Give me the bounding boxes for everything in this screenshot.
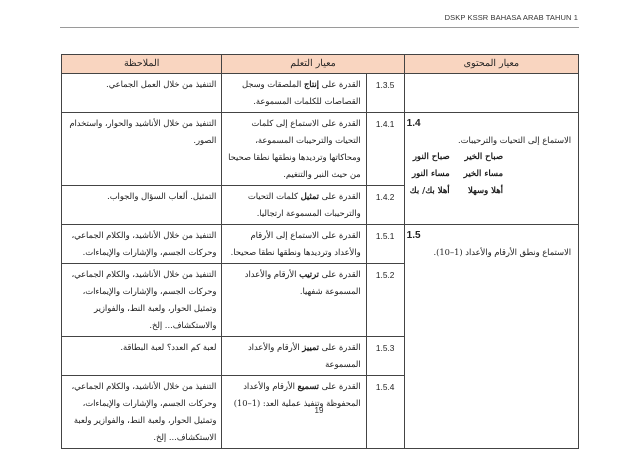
learning-standard-text — [222, 113, 366, 186]
content-standard-cell-empty — [404, 74, 578, 113]
lo-text-before: القدرة على — [318, 342, 361, 352]
greeting-item: مساء الخير — [463, 169, 504, 179]
learning-standard-code: 1.4.2 — [366, 186, 404, 225]
lo-keyword: تسميع — [297, 381, 319, 391]
learning-standards-table — [61, 54, 579, 449]
lo-text-before: القدرة على — [318, 191, 361, 201]
learning-standard-code: 1.4.1 — [366, 113, 404, 186]
content-standard-number: 1.5 — [406, 230, 421, 241]
learning-standard-text — [222, 225, 366, 264]
column-header-notes: الملاحظة — [62, 55, 222, 74]
note-text: التنفيذ من خلال الأناشيد، والكلام الجماعي، وحركات الجسم، والإشارات والإيماءات. — [62, 225, 222, 264]
table-row — [62, 225, 579, 264]
page-number: 19 — [314, 406, 324, 415]
content-standard-text: الاستماع إلى التحيات والترحيبات. — [458, 135, 571, 145]
greeting-item: صباح النور — [412, 152, 450, 162]
lo-keyword: إنتاج — [303, 79, 319, 89]
lo-text-before: القدرة على — [318, 79, 361, 89]
learning-standard-code: 1.3.5 — [366, 74, 404, 113]
learning-standard-code: 1.5.4 — [366, 376, 404, 449]
lo-text-after: الأرقام والأعداد المسموعة شفهيا. — [244, 269, 361, 296]
note-text: التنفيذ من خلال الأناشيد، والكلام الجماعي، وحركات الجسم، والإشارات والإيماءات، وتمثيل الحوار، ولعبة النط، والفوازير ولعبة الاستكشاف... إلخ. — [62, 376, 222, 449]
greeting-item: مساء النور — [411, 169, 450, 179]
lo-keyword: تمييز — [302, 342, 319, 352]
lo-text-after: الملصقات وسجل القصاصات للكلمات المسموعة. — [241, 79, 361, 106]
lo-keyword: تمثيل — [300, 191, 319, 201]
learning-standard-text — [222, 264, 366, 337]
greeting-item: صباح الخير — [464, 152, 504, 162]
document-header-title: DSKP KSSR BAHASA ARAB TAHUN 1 — [444, 13, 578, 22]
learning-standard-text — [222, 186, 366, 225]
note-text: التنفيذ من خلال العمل الجماعي. — [62, 74, 222, 113]
greetings-list — [410, 149, 571, 200]
learning-standard-text — [222, 337, 366, 376]
learning-standard-code: 1.5.3 — [366, 337, 404, 376]
lo-text-before: القدرة على — [318, 269, 361, 279]
learning-standard-code: 1.5.1 — [366, 225, 404, 264]
note-text: التنفيذ من خلال الأناشيد والحوار، واستخدام الصور. — [62, 113, 222, 186]
greeting-item: أهلا بك/ بك — [409, 186, 450, 196]
note-text: التنفيذ من خلال الأناشيد، والكلام الجماعي، وحركات الجسم، والإشارات والإيماءات، وتمثيل الحوار، ولعبة النط، والفوازير والاستكشاف... إلخ. — [62, 264, 222, 337]
lo-text-after: كلمات التحيات والترحيبات المسموعة ارتجاليا. — [247, 191, 361, 218]
lo-text-before: القدرة على الاستماع إلى الأرقام والأعداد وترديدها ونطقها نطقا صحيحا. — [230, 230, 361, 257]
content-standard-1-4 — [404, 113, 578, 225]
learning-standard-code: 1.5.2 — [366, 264, 404, 337]
lo-text-after: الأرقام والأعداد المسموعة — [247, 342, 361, 369]
header-divider — [60, 27, 579, 28]
lo-text-before: القدرة على — [318, 381, 361, 391]
column-header-learning-standard: معيار التعلم — [222, 55, 404, 74]
note-text: التمثيل. ألعاب السؤال والجواب. — [62, 186, 222, 225]
lo-text-before: القدرة على الاستماع إلى كلمات التحيات والترحيبات المسموعة، ومحاكاتها وترديدها ونطقها نطقا صحيحا من حيث النبر والتنغيم. — [228, 118, 361, 179]
column-header-content-standard: معيار المحتوى — [404, 55, 578, 74]
note-text: لعبة كم العدد؟ لعبة البطاقة. — [62, 337, 222, 376]
table-row — [62, 74, 579, 113]
greeting-item: أهلا وسهلا — [467, 186, 504, 196]
content-standard-text: الاستماع ونطق الأرقام والأعداد (1–10). — [433, 247, 571, 257]
lo-keyword: ترتيب — [299, 269, 319, 279]
content-standard-number: 1.4 — [406, 118, 421, 129]
table-header-row — [62, 55, 579, 74]
table-row — [62, 113, 579, 186]
learning-standard-text — [222, 74, 366, 113]
lo-text-after: الأرقام والأعداد المحفوظة وتنفيذ عملية العد: (1–10) — [233, 381, 361, 408]
